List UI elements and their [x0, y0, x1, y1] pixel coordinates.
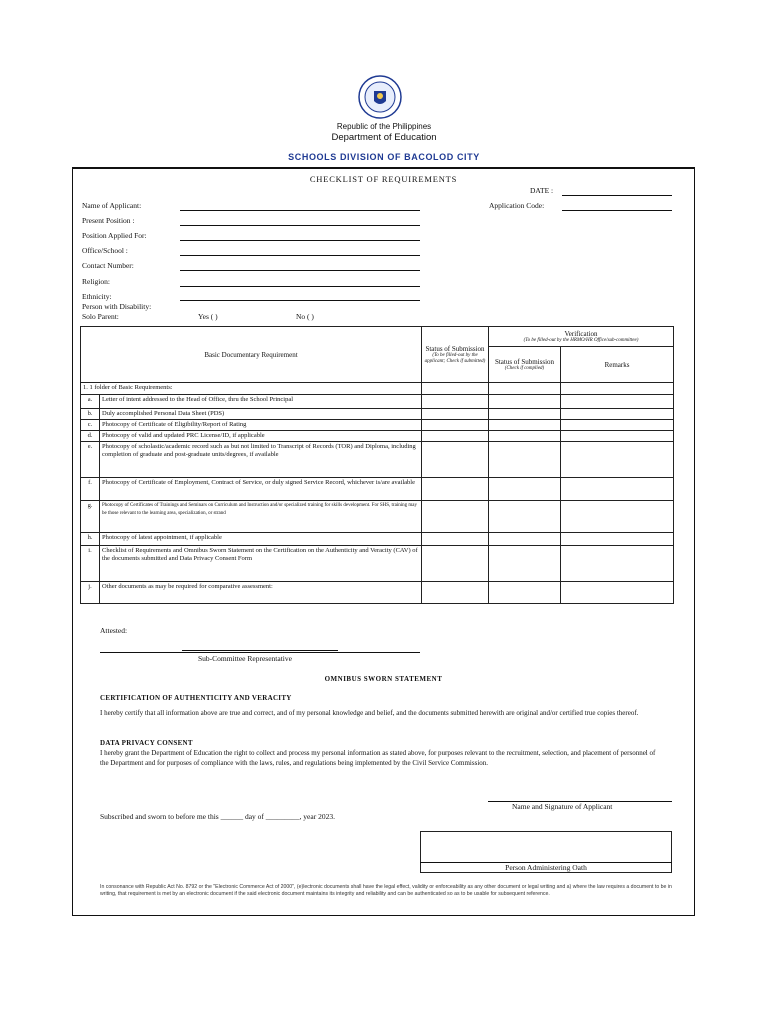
ver-status-cell[interactable] [489, 420, 561, 431]
remarks-cell[interactable] [561, 442, 674, 478]
solo-parent-yes[interactable]: Yes ( ) [198, 312, 218, 321]
row-text: Photocopy of latest appointment, if applicable [100, 533, 422, 546]
row-text: Photocopy of scholastic/academic record such as but not limited to Transcript of Records (TOR) and Diploma, including completion of graduate and post-graduate units/degrees, if available [100, 442, 422, 478]
table-row [81, 420, 674, 431]
ver-status-cell[interactable] [489, 395, 561, 409]
table-row [81, 409, 674, 420]
status-cell[interactable] [422, 431, 489, 442]
col-ver-status-header [489, 347, 561, 383]
remarks-cell[interactable] [561, 420, 674, 431]
status-cell[interactable] [422, 395, 489, 409]
remarks-cell[interactable] [561, 582, 674, 604]
ver-status-cell[interactable] [489, 442, 561, 478]
row-text: Duly accomplished Personal Data Sheet (PDS) [100, 409, 422, 420]
remarks-cell[interactable] [561, 478, 674, 501]
table-row [81, 533, 674, 546]
col-remarks-header: Remarks [561, 347, 674, 383]
contact-label: Contact Number: [82, 261, 134, 270]
office-label: Office/School : [82, 246, 128, 255]
attested-label: Attested: [100, 626, 128, 635]
table-row [81, 442, 674, 478]
table-row [81, 582, 674, 604]
row-letter: e. [81, 442, 100, 478]
subscribed-text: Subscribed and sworn to before me this ______ day of _________, year 2023. [100, 812, 335, 821]
ver-status-cell[interactable] [489, 546, 561, 582]
row-letter: g. [81, 501, 100, 533]
row-text: Letter of intent addressed to the Head of Office, thru the School Principal [100, 395, 422, 409]
col-verification-header [489, 327, 674, 347]
office-field[interactable] [180, 255, 420, 256]
oath-label: Person Administering Oath [505, 863, 587, 872]
col-verification-label: Verification [564, 329, 598, 338]
col-status-note: (To be filled-out by the applicant; Check if submitted) [424, 352, 486, 364]
status-cell[interactable] [422, 409, 489, 420]
application-code-field[interactable] [562, 210, 672, 211]
position-applied-label: Position Applied For: [82, 231, 147, 240]
status-cell[interactable] [422, 533, 489, 546]
solo-parent-label: Solo Parent: [82, 312, 119, 321]
religion-field[interactable] [180, 286, 420, 287]
status-cell[interactable] [422, 582, 489, 604]
name-label: Name of Applicant: [82, 201, 142, 210]
row-text: Photocopy of Certificate of Eligibility/Report of Rating [100, 420, 422, 431]
republic-text: Republic of the Philippines [336, 122, 432, 131]
row-letter: i. [81, 546, 100, 582]
status-cell[interactable] [422, 420, 489, 431]
remarks-cell[interactable] [561, 533, 674, 546]
row-letter: a. [81, 395, 100, 409]
privacy-heading: DATA PRIVACY CONSENT [100, 739, 193, 747]
status-cell[interactable] [422, 546, 489, 582]
present-position-label: Present Position : [82, 216, 135, 225]
ver-status-cell[interactable] [489, 582, 561, 604]
status-cell[interactable] [422, 442, 489, 478]
status-cell[interactable] [422, 383, 489, 395]
application-code-label: Application Code: [489, 201, 545, 210]
present-position-field[interactable] [180, 225, 420, 226]
name-field[interactable] [180, 210, 420, 211]
remarks-cell[interactable] [561, 501, 674, 533]
form-title: CHECKLIST OF REQUIREMENTS [309, 174, 458, 184]
row-text: Photocopy of valid and updated PRC License/ID, if applicable [100, 431, 422, 442]
cert-text: I hereby certify that all information above are true and correct, and of my personal knowledge and belief, and the documents submitted herewith are original and/or certified true copies thereof. [100, 709, 639, 717]
first-row-label: 1. 1 folder of Basic Requirements: [81, 383, 422, 395]
table-row [81, 383, 674, 395]
ethnicity-field[interactable] [180, 300, 420, 301]
remarks-cell[interactable] [561, 431, 674, 442]
table-row [81, 478, 674, 501]
ver-status-cell[interactable] [489, 501, 561, 533]
status-cell[interactable] [422, 501, 489, 533]
department-text: Department of Education [331, 132, 437, 143]
row-text: Other documents as may be required for comparative assessment: [100, 582, 422, 604]
religion-label: Religion: [82, 277, 110, 286]
requirements-table [80, 326, 674, 604]
table-row [81, 431, 674, 442]
attest-signatory: Sub-Committee Representative [198, 654, 292, 663]
remarks-cell[interactable] [561, 546, 674, 582]
attest-name-line [182, 650, 338, 651]
pwd-label: Person with Disability: [82, 302, 152, 311]
col-ver-status-label: Status of Submission [494, 357, 555, 366]
remarks-cell[interactable] [561, 409, 674, 420]
date-field[interactable] [562, 195, 672, 196]
attest-signature-line[interactable] [100, 652, 420, 653]
row-letter: b. [81, 409, 100, 420]
status-cell[interactable] [422, 478, 489, 501]
row-letter: c. [81, 420, 100, 431]
statement-title: OMNIBUS SWORN STATEMENT [324, 675, 443, 683]
row-letter: f. [81, 478, 100, 501]
table-row [81, 546, 674, 582]
row-letter: h. [81, 533, 100, 546]
row-letter: d. [81, 431, 100, 442]
col-status-label: Status of Submission [425, 344, 485, 353]
ver-status-cell[interactable] [489, 533, 561, 546]
deped-seal [358, 75, 402, 119]
col-ver-status-note: (Check if complied) [504, 365, 545, 371]
footer-note: In consonance with Republic Act No. 8792 or the "Electronic Commerce Act of 2000", (e)lectronic documents shall have the legal effect, validity or enforceability as any other document or legal writing and a) where the law requires a document to be in writing, that requirement is met by an electronic document if the said electronic document maintains its integrity and reliability and can be authenticated so as to be usable for subsequent reference. [100, 884, 672, 897]
ethnicity-label: Ethnicity: [82, 292, 112, 301]
row-letter: j. [81, 582, 100, 604]
applicant-signature-label: Name and Signature of Applicant [512, 802, 613, 811]
contact-field[interactable] [180, 270, 420, 271]
col-requirement-header: Basic Documentary Requirement [81, 327, 422, 383]
col-status-header [422, 327, 489, 383]
row-text: Photocopy of Certificates of Trainings and Seminars on Curriculum and Instruction and/or specialized training for skills development. For SHS, training may be those relevant to the learning area, specialization, or strand [100, 501, 422, 533]
cert-heading: CERTIFICATION OF AUTHENTICITY AND VERACITY [100, 694, 292, 702]
table-row [81, 501, 674, 533]
row-text: Photocopy of Certificate of Employment, Contract of Service, or duly signed Service Record, whichever is/are available [100, 478, 422, 501]
table-row [81, 395, 674, 409]
remarks-cell[interactable] [561, 395, 674, 409]
solo-parent-no[interactable]: No ( ) [296, 312, 314, 321]
ver-status-cell[interactable] [489, 431, 561, 442]
privacy-text: I hereby grant the Department of Education the right to collect and process my personal information as stated above, for purposes relevant to the recruitment, selection, and placement of personnel of the Department and for purposes of compliance with the laws, rules, and regulations being implemented by the Civil Service Commission. [100, 749, 656, 767]
date-label: DATE : [530, 186, 554, 195]
row-text: Checklist of Requirements and Omnibus Sworn Statement on the Certification on the Authenticity and Veracity (CAV) of the documents submitted and Data Privacy Consent Form [100, 546, 422, 582]
ver-status-cell[interactable] [489, 383, 561, 395]
ver-status-cell[interactable] [489, 478, 561, 501]
remarks-cell[interactable] [561, 383, 674, 395]
position-applied-field[interactable] [180, 240, 420, 241]
ver-status-cell[interactable] [489, 409, 561, 420]
division-text: SCHOOLS DIVISION OF BACOLOD CITY [288, 152, 480, 162]
col-verification-note: (To be filled-out by the HRMO/HR Office/sub-committee) [523, 337, 639, 343]
